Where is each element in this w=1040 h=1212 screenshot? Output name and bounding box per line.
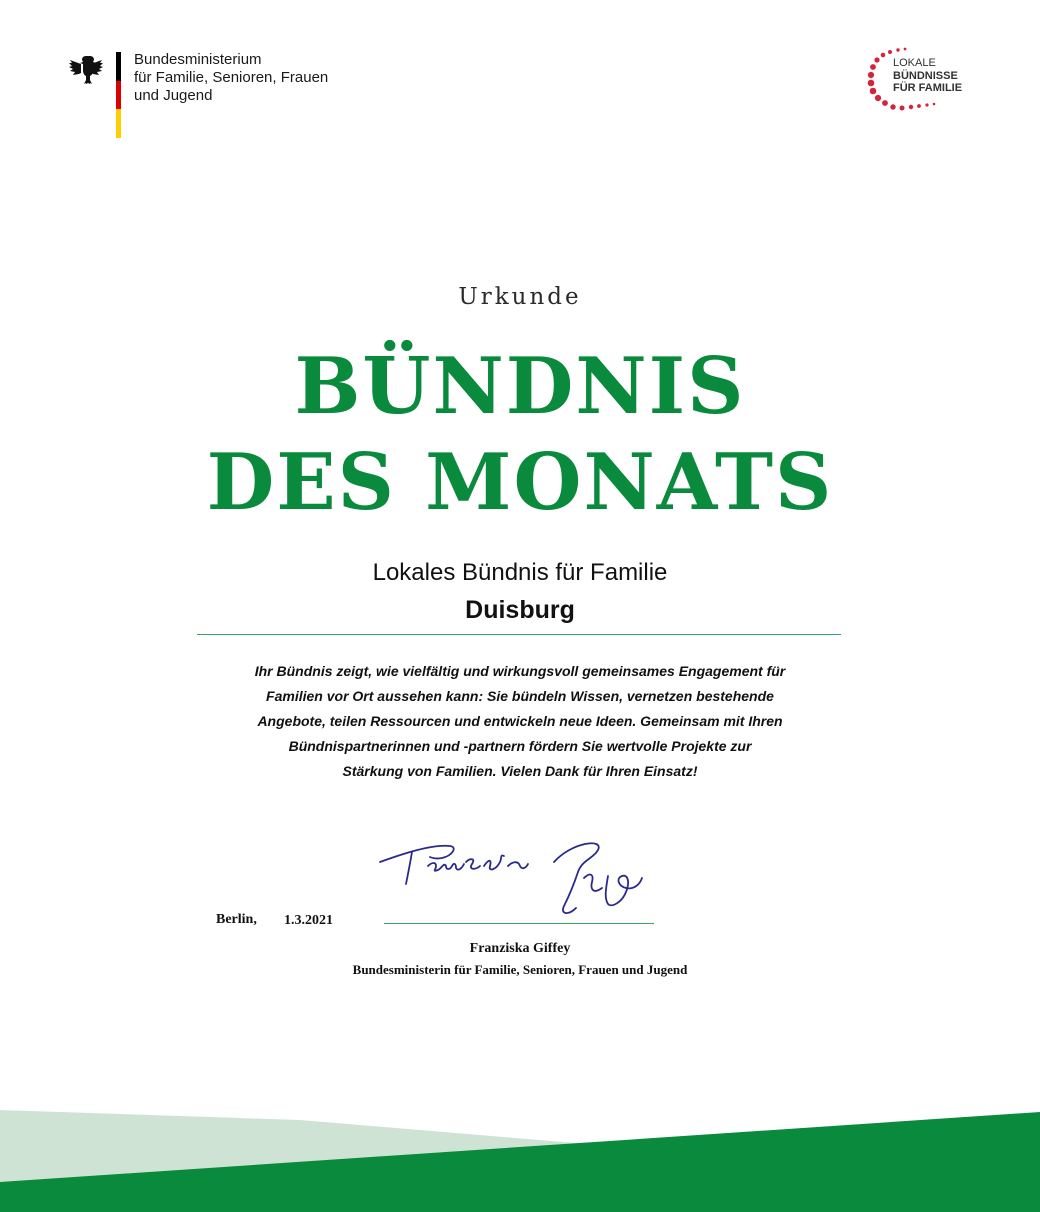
signer-name: Franziska Giffey — [469, 941, 571, 956]
ministry-name — [134, 51, 328, 105]
signing-date: 1.3.2021 — [284, 913, 333, 928]
certificate-body-text — [180, 659, 860, 784]
signer-title: Bundesministerin für Familie, Senioren, Frauen und Jugend — [352, 962, 688, 977]
ministry-line-1: Bundesministerium — [134, 51, 262, 68]
body-line: Stärkung von Familien. Vielen Dank für Ihren Einsatz! — [342, 763, 698, 779]
logo-line-3: FÜR FAMILIE — [893, 82, 963, 94]
federal-eagle-icon — [66, 50, 106, 90]
body-line: Familien vor Ort aussehen kann: Sie bündeln Wissen, vernetzen bestehende — [266, 688, 774, 704]
lokale-buendnisse-logo-text — [893, 57, 962, 95]
logo-line-1: LOKALE — [893, 57, 936, 69]
ministry-line-2: für Familie, Senioren, Frauen — [134, 69, 329, 86]
flag-black-stripe — [116, 52, 121, 81]
handwritten-signature — [372, 832, 672, 924]
footer-decoration — [0, 1100, 1040, 1212]
signing-place: Berlin, — [216, 912, 257, 927]
divider-line — [197, 634, 841, 635]
headline-line-1: BÜNDNIS — [294, 341, 746, 432]
flag-red-stripe — [116, 81, 121, 110]
flag-gold-stripe — [116, 109, 121, 138]
certificate-label: Urkunde — [458, 284, 582, 310]
signature-line — [384, 923, 654, 924]
body-line: Ihr Bündnis zeigt, wie vielfältig und wirkungsvoll gemeinsames Engagement für — [254, 663, 786, 679]
ministry-line-3: und Jugend — [134, 87, 213, 104]
logo-line-2: BÜNDNISSE — [893, 69, 958, 82]
body-line: Bündnispartnerinnen und -partnern fördern Sie wertvolle Projekte zur — [288, 738, 752, 754]
body-line: Angebote, teilen Ressourcen und entwickeln neue Ideen. Gemeinsam mit Ihren — [257, 713, 783, 729]
headline-line-2: DES MONATS — [206, 437, 834, 528]
german-flag-bar — [116, 52, 121, 138]
alliance-name: Lokales Bündnis für Familie — [372, 559, 668, 586]
alliance-city: Duisburg — [465, 596, 575, 624]
